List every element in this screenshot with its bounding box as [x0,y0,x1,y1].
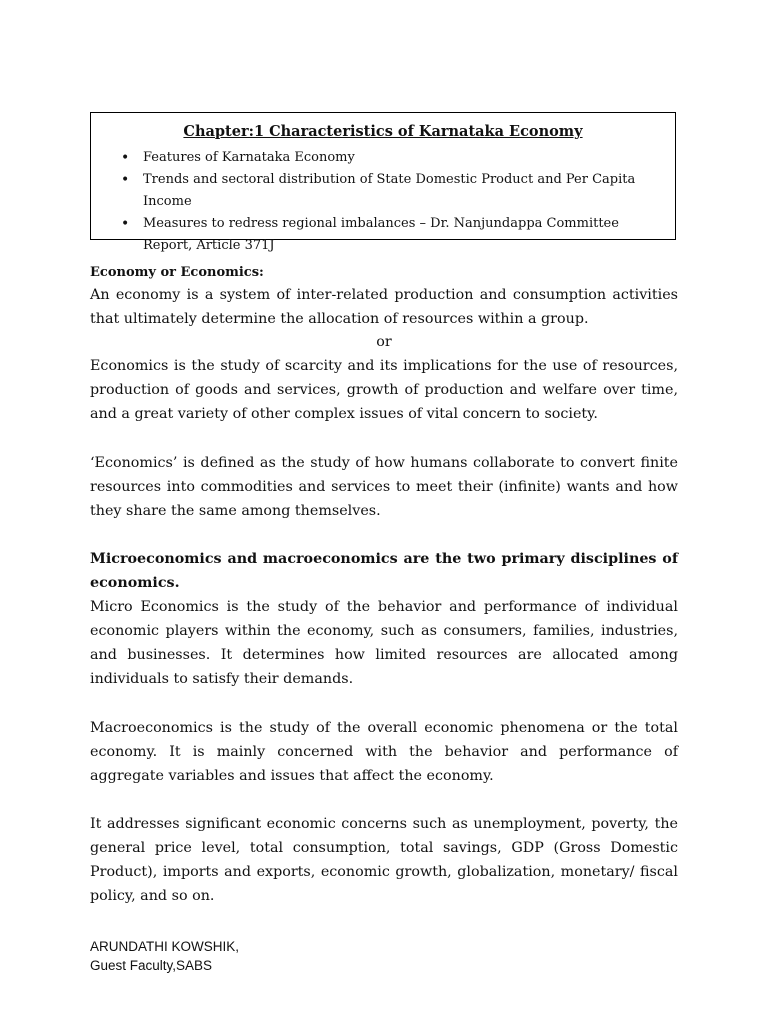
chapter-outline-box [90,112,676,253]
topic-item: • Trends and sectoral distribution of State Domestic Product and Per Capita Income [121,169,661,213]
paragraph-economy-definition: An economy is a system of inter-related production and consumption activities that ultimately determine the allocation of resources within a group. [90,287,678,327]
disciplines-statement: Microeconomics and macroeconomics are the two primary disciplines of economics. [90,551,678,591]
chapter-topic-list [121,147,661,257]
paragraph-macroeconomics: Macroeconomics is the study of the overall economic phenomena or the total economy. It is mainly concerned with the behavior and performance of aggregate variables and issues that affect the economy. [90,720,678,784]
paragraph-economic-concerns: It addresses significant economic concerns such as unemployment, poverty, the general price level, total consumption, total savings, GDP (Gross Domestic Product), imports and exports, economic growth, globalization, monetary/ fiscal policy, and so on. [90,816,678,904]
paragraph-economics-quote: ‘Economics’ is defined as the study of how humans collaborate to convert finite resources into commodities and services to meet their (infinite) wants and how they share the same among themselves. [90,455,678,519]
paragraph-economics-definition: Economics is the study of scarcity and its implications for the use of resources, production of goods and services, growth of production and welfare over time, and a great variety of other complex issues of vital concern to society. [90,358,678,422]
author-signature [90,937,239,975]
paragraph-microeconomics: Micro Economics is the study of the behavior and performance of individual economic players within the economy, such as consumers, families, industries, and businesses. It determines how limited resources are allocated among individuals to satisfy their demands. [90,599,678,687]
author-name: ARUNDATHI KOWSHIK, [90,939,240,954]
section-heading-economy: Economy or Economics: [90,265,264,280]
topic-item: • Measures to redress regional imbalances – Dr. Nanjundappa Committee Report, Article 371J [121,213,661,257]
author-designation: Guest Faculty,SABS [90,958,213,973]
or-separator: or [376,334,392,350]
topic-item: • Features of Karnataka Economy [121,147,661,169]
chapter-title: Chapter:1 Characteristics of Karnataka Economy [183,123,583,140]
